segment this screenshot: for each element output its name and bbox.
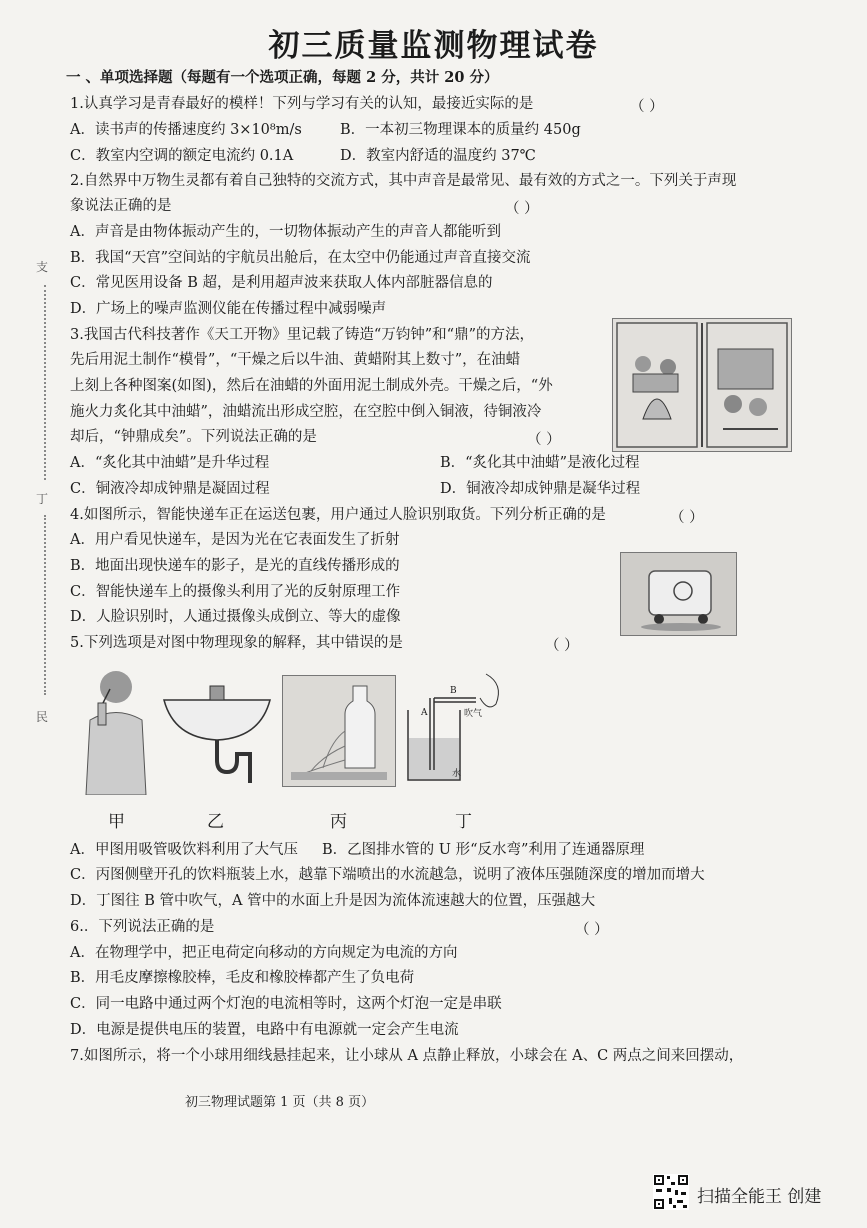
question-3-line-3: 上刻上各种图案(如图)，然后在油蜡的外面用泥土制成外壳。干燥之后，“外 <box>70 378 553 394</box>
q6-option-d: D．电源是提供电压的装置，电路中有电源就一定会产生电流 <box>70 1022 459 1038</box>
scanner-watermark: 扫描全能王 创建 <box>697 1187 822 1207</box>
q2-option-d: D．广场上的噪声监测仪能在传播过程中减弱噪声 <box>70 301 387 317</box>
tiangong-kaiwu-figure <box>612 318 792 452</box>
q1-option-a: A．读书声的传播速度约 3×10⁸m/s <box>70 122 302 138</box>
sink-trap <box>160 678 275 783</box>
question-2-stem: 2.自然界中万物生灵都有着自己独特的交流方式，其中声音是最常见、最有效的方式之一。下列关于声现 <box>70 173 737 189</box>
q3-option-d: D．铜液冷却成钟鼎是凝华过程 <box>440 481 641 497</box>
figure-jia <box>76 665 156 795</box>
question-3-line-4: 施火力炙化其中油蜡”，油蜡流出形成空腔，在空腔中倒入铜液，待铜液冷 <box>70 404 542 420</box>
label-b: B <box>450 686 457 696</box>
child-drinking-straw <box>76 665 156 795</box>
bottle-water-jets <box>283 676 395 786</box>
answer-paren: （ ） <box>527 432 561 448</box>
caption-bing: 丙 <box>330 812 347 832</box>
caption-jia: 甲 <box>108 812 125 832</box>
answer-paren: （ ） <box>575 922 609 938</box>
q3-option-b: B．“炙化其中油蜡”是液化过程 <box>440 455 640 471</box>
q4-option-c: C．智能快递车上的摄像头利用了光的反射原理工作 <box>70 584 401 600</box>
q3-option-c: C．铜液冷却成钟鼎是凝固过程 <box>70 481 270 497</box>
q2-option-b: B．我国“天宫”空间站的宇航员出舱后，在太空中仍能通过声音直接交流 <box>70 250 531 266</box>
caption-ding: 丁 <box>455 812 472 832</box>
q1-option-c: C．教室内空调的额定电流约 0.1A <box>70 148 294 164</box>
answer-paren: （ ） <box>670 510 704 526</box>
question-1-stem: 1.认真学习是青春最好的模样！下列与学习有关的认知，最接近实际的是 <box>70 96 534 112</box>
figure-yi <box>160 678 275 783</box>
q2-option-c: C．常见医用设备 B 超，是利用超声波来获取人体内部脏器信息的 <box>70 275 493 291</box>
q4-option-a: A．用户看见快递车，是因为光在它表面发生了折射 <box>70 532 400 548</box>
answer-paren: （ ） <box>505 201 539 217</box>
question-5-stem: 5.下列选项是对图中物理现象的解释，其中错误的是 <box>70 635 403 651</box>
label-a: A <box>421 708 428 718</box>
q4-option-b: B．地面出现快递车的影子，是光的直线传播形成的 <box>70 558 400 574</box>
q6-option-c: C．同一电路中通过两个灯泡的电流相等时，这两个灯泡一定是串联 <box>70 996 502 1012</box>
question-3-line-5: 却后，“钟鼎成矣”。下列说法正确的是 <box>70 429 317 445</box>
question-3-line-2: 先后用泥土制作“模骨”，“干燥之后以牛油、黄蜡附其上数寸”，在油蜡 <box>70 352 521 368</box>
q3-option-a: A．“炙化其中油蜡”是升华过程 <box>70 455 270 471</box>
q5-option-a: A．甲图用吸管吸饮料利用了大气压 <box>70 842 298 858</box>
answer-paren: （ ） <box>630 99 664 115</box>
q4-option-d: D．人脸识别时，人通过摄像头成倒立、等大的虚像 <box>70 609 401 625</box>
page-footer: 初三物理试题第 1 页（共 8 页） <box>185 1095 375 1110</box>
question-3-line-1: 3.我国古代科技著作《天工开物》里记载了铸造“万钧钟”和“鼎”的方法， <box>70 327 534 343</box>
qr-code-icon <box>653 1174 689 1210</box>
label-water: 水 <box>452 769 462 779</box>
question-6-stem: 6.．下列说法正确的是 <box>70 919 215 935</box>
q1-option-b: B．一本初三物理课本的质量约 450g <box>340 122 581 138</box>
binding-line <box>44 515 46 695</box>
page-title: 初三质量监测物理试卷 <box>268 28 599 64</box>
q5-option-b: B．乙图排水管的 U 形“反水弯”利用了连通器原理 <box>322 842 645 858</box>
caption-yi: 乙 <box>207 812 224 832</box>
q6-option-b: B．用毛皮摩擦橡胶棒，毛皮和橡胶棒都产生了负电荷 <box>70 970 415 986</box>
figure-bing <box>282 675 396 787</box>
margin-char-1: 支 <box>36 260 49 274</box>
section-heading: 一 、单项选择题（每题有一个选项正确，每题 2 分，共计 20 分） <box>66 69 499 86</box>
delivery-vehicle-figure <box>620 552 737 636</box>
label-blow: 吹气 <box>464 709 483 719</box>
question-7-stem: 7.如图所示，将一个小球用细线悬挂起来，让小球从 A 点静止释放，小球会在 A、C 两点之间来回摆动， <box>70 1048 744 1064</box>
question-2-stem-cont: 象说法正确的是 <box>70 198 172 214</box>
answer-paren: （ ） <box>545 638 579 654</box>
margin-char-3: 民 <box>36 710 49 724</box>
delivery-vehicle-photo <box>621 553 736 635</box>
q2-option-a: A．声音是由物体振动产生的，一切物体振动产生的声音人都能听到 <box>70 224 501 240</box>
q5-option-c: C．丙图侧壁开孔的饮料瓶装上水，越靠下端喷出的水流越急，说明了液体压强随深度的增加而增大 <box>70 867 705 883</box>
question-4-stem: 4.如图所示，智能快递车正在运送包裹，用户通过人脸识别取货。下列分析正确的是 <box>70 507 606 523</box>
figure-ding <box>400 668 520 786</box>
q1-option-d: D．教室内舒适的温度约 37℃ <box>340 148 536 164</box>
q6-option-a: A．在物理学中，把正电荷定向移动的方向规定为电流的方向 <box>70 945 458 961</box>
casting-illustration <box>613 319 791 451</box>
q5-option-d: D．丁图往 B 管中吹气，A 管中的水面上升是因为流体流速越大的位置，压强越大 <box>70 893 596 909</box>
binding-line <box>44 285 46 480</box>
margin-char-2: 丁 <box>36 492 49 506</box>
